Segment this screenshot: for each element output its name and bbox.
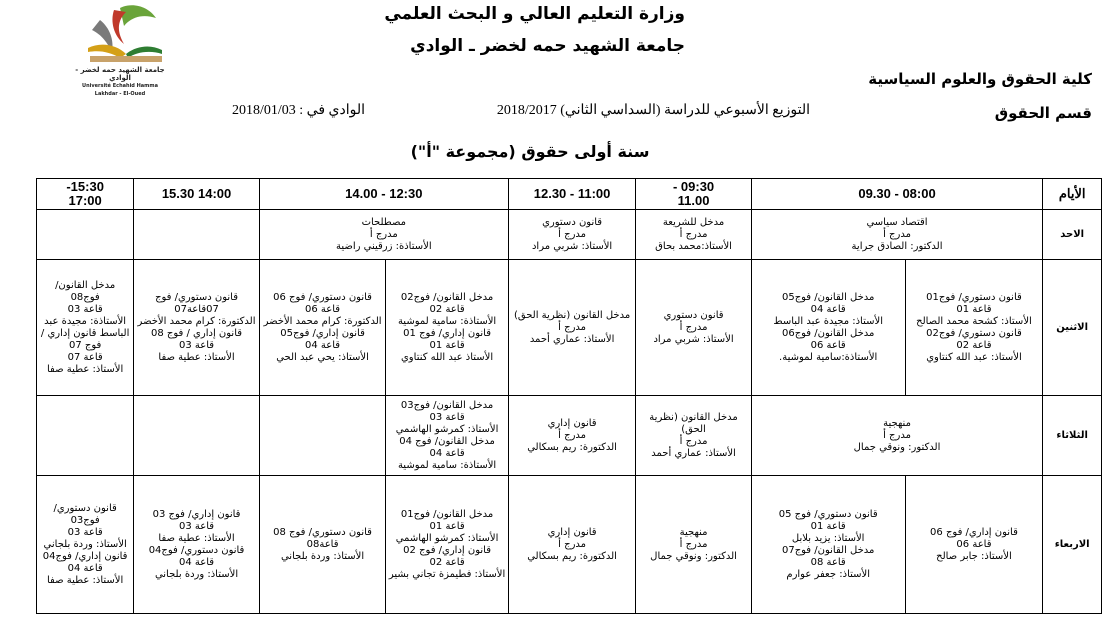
date-line: الوادي في : 2018/01/03	[231, 103, 365, 118]
monday-slot-5: قانون دستوري/ فوج 07قاعة07 الدكتورة: كرام محمد الأخضر قانون إداري / فوج 08 قاعة 03 الأستاذ: عطية صفا	[134, 260, 260, 396]
department-title: قسم الحقوق	[994, 104, 1092, 122]
logo-caption-arabic: جامعة الشهيد حمه لخضر - الوادي	[75, 66, 165, 82]
row-sunday	[37, 210, 1102, 260]
wednesday-slot-4a: مدخل القانون/ فوج01 قاعة 01 الأستاذ: كمرشو الهاشمي قانون إداري/ فوج 02 قاعة 02 الأستاذ: فطيمزة تجاني بشير	[386, 476, 508, 614]
logo-caption-french: Université Echahid Hamma Lakhdar - El-Oued	[82, 83, 158, 97]
monday-slot-2: قانون دستوري مدرج أ الأستاذ: شربي مراد	[636, 260, 751, 396]
distribution-title: التوزيع الأسبوعي للدراسة (السداسي الثاني) 2018/2017	[496, 103, 810, 118]
day-tuesday: الثلاثاء	[1043, 396, 1102, 476]
sunday-slot-4: مصطلحات مدرج أ الأستاذة: زرقيني راضية	[259, 210, 508, 260]
header-slot-1: 08:00 - 09.30	[751, 179, 1043, 210]
monday-slot-1a: قانون دستوري/ فوج01 قاعة 01 الأستاذ: كشحة محمد الصالح قانون دستوري/ فوج02 قاعة 02 الأستاذ: عبد الله كنتاوي	[905, 260, 1043, 396]
monday-slot-1b: مدخل القانون/ فوج05 قاعة 04 الأستاذ: مجيدة عبد الباسط مدخل القانون/ فوج06 قاعة 06 الأستاذة:سامية لموشية.	[751, 260, 905, 396]
wednesday-slot-5: قانون إداري/ فوج 03 قاعة 03 الأستاذ: عطية صفا قانون دستوري/ فوج04 قاعة 04 الأستاذ: وردة بلجاني	[134, 476, 260, 614]
sunday-slot-5	[134, 210, 260, 260]
tuesday-slot-1: منهجية مدرج أ الدكتور: ونوقي جمال	[751, 396, 1043, 476]
header-slot-4: 12:30 - 14.00	[259, 179, 508, 210]
faculty-title: كلية الحقوق والعلوم السياسية	[868, 70, 1092, 88]
tuesday-slot-3: قانون إداري مدرج أ الدكتورة: ريم بسكالي	[508, 396, 636, 476]
header-slot-2: 09:30 - 11.00	[636, 179, 751, 210]
tuesday-slot-5	[134, 396, 260, 476]
row-monday	[37, 260, 1102, 396]
ministry-title: وزارة التعليم العالي و البحث العلمي	[384, 4, 685, 24]
schedule-table	[36, 178, 1102, 614]
sunday-slot-1: اقتصاد سياسي مدرج أ الدكتور: الصادق جراية	[751, 210, 1043, 260]
day-wednesday: الاربعاء	[1043, 476, 1102, 614]
monday-slot-4a: مدخل القانون/ فوج02 قاعة 02 الأستاذة: سامية لموشية قانون إداري/ فوج 01 قاعة 01 الأستاذ عبد الله كنتاوي	[386, 260, 508, 396]
sunday-slot-6	[37, 210, 134, 260]
university-title: جامعة الشهيد حمه لخضر ـ الوادي	[410, 36, 685, 56]
level-title: سنة أولى حقوق (مجموعة "أ")	[410, 142, 650, 161]
row-wednesday	[37, 476, 1102, 614]
wednesday-slot-3: قانون إداري مدرج أ الدكتورة: ريم بسكالي	[508, 476, 636, 614]
header-slot-5: 14:00 15.30	[134, 179, 260, 210]
sunday-slot-2: مدخل للشريعة مدرج أ الأستاذ:محمد بحاق	[636, 210, 751, 260]
wednesday-slot-6: قانون دستوري/ فوج03 قاعة 03 الأستاذ: وردة بلجاني قانون إداري/ فوج04 قاعة 04 الأستاذ: عطية صفا	[37, 476, 134, 614]
tuesday-slot-2: مدخل القانون (نظرية الحق) مدرج أ الأستاذ: عماري أحمد	[636, 396, 751, 476]
wednesday-slot-2: منهجية مدرج أ الدكتور: ونوقي جمال	[636, 476, 751, 614]
header-days: الأيام	[1043, 179, 1102, 210]
header-row	[37, 179, 1102, 210]
monday-slot-3: مدخل القانون (نظرية الحق) مدرج أ الأستاذ: عماري أحمد	[508, 260, 636, 396]
tuesday-slot-6	[37, 396, 134, 476]
header-slot-6: 15:30- 17:00	[37, 179, 134, 210]
wednesday-slot-1a: قانون إداري/ فوج 06 قاعة 06 الأستاذ: جابر صالح	[905, 476, 1043, 614]
logo-caption	[70, 66, 170, 98]
day-sunday: الاحد	[1043, 210, 1102, 260]
day-monday: الاثنين	[1043, 260, 1102, 396]
tuesday-slot-4b	[259, 396, 386, 476]
row-tuesday	[37, 396, 1102, 476]
wednesday-slot-1b: قانون دستوري/ فوج 05 قاعة 01 الأستاذ: يزيد بلابل مدخل القانون/ فوج07 قاعة 08 الأستاذ: جعفر عوارم	[751, 476, 905, 614]
header-slot-3: 11:00 - 12.30	[508, 179, 636, 210]
sunday-slot-3: قانون دستوري مدرج أ الأستاذ: شربي مراد	[508, 210, 636, 260]
wednesday-slot-4b: قانون دستوري/ فوج 08 قاعة08 الأستاذ: وردة بلجاني	[259, 476, 386, 614]
tuesday-slot-4a: مدخل القانون/ فوج03 قاعة 03 الأستاذ: كمرشو الهاشمي مدخل القانون/ فوج 04 قاعة 04 الأستاذة: سامية لموشية	[386, 396, 508, 476]
monday-slot-4b: قانون دستوري/ فوج 06 قاعة 06 الدكتورة: كرام محمد الأخضر قانون إداري/ فوج05 قاعة 04 الأستاذ: يحي عبد الحي	[259, 260, 386, 396]
monday-slot-6: مدخل القانون/ فوج08 قاعة 03 الأستاذة: مجيدة عبد الباسط قانون إداري / فوج 07 قاعة 07 الأستاذ: عطية صفا	[37, 260, 134, 396]
